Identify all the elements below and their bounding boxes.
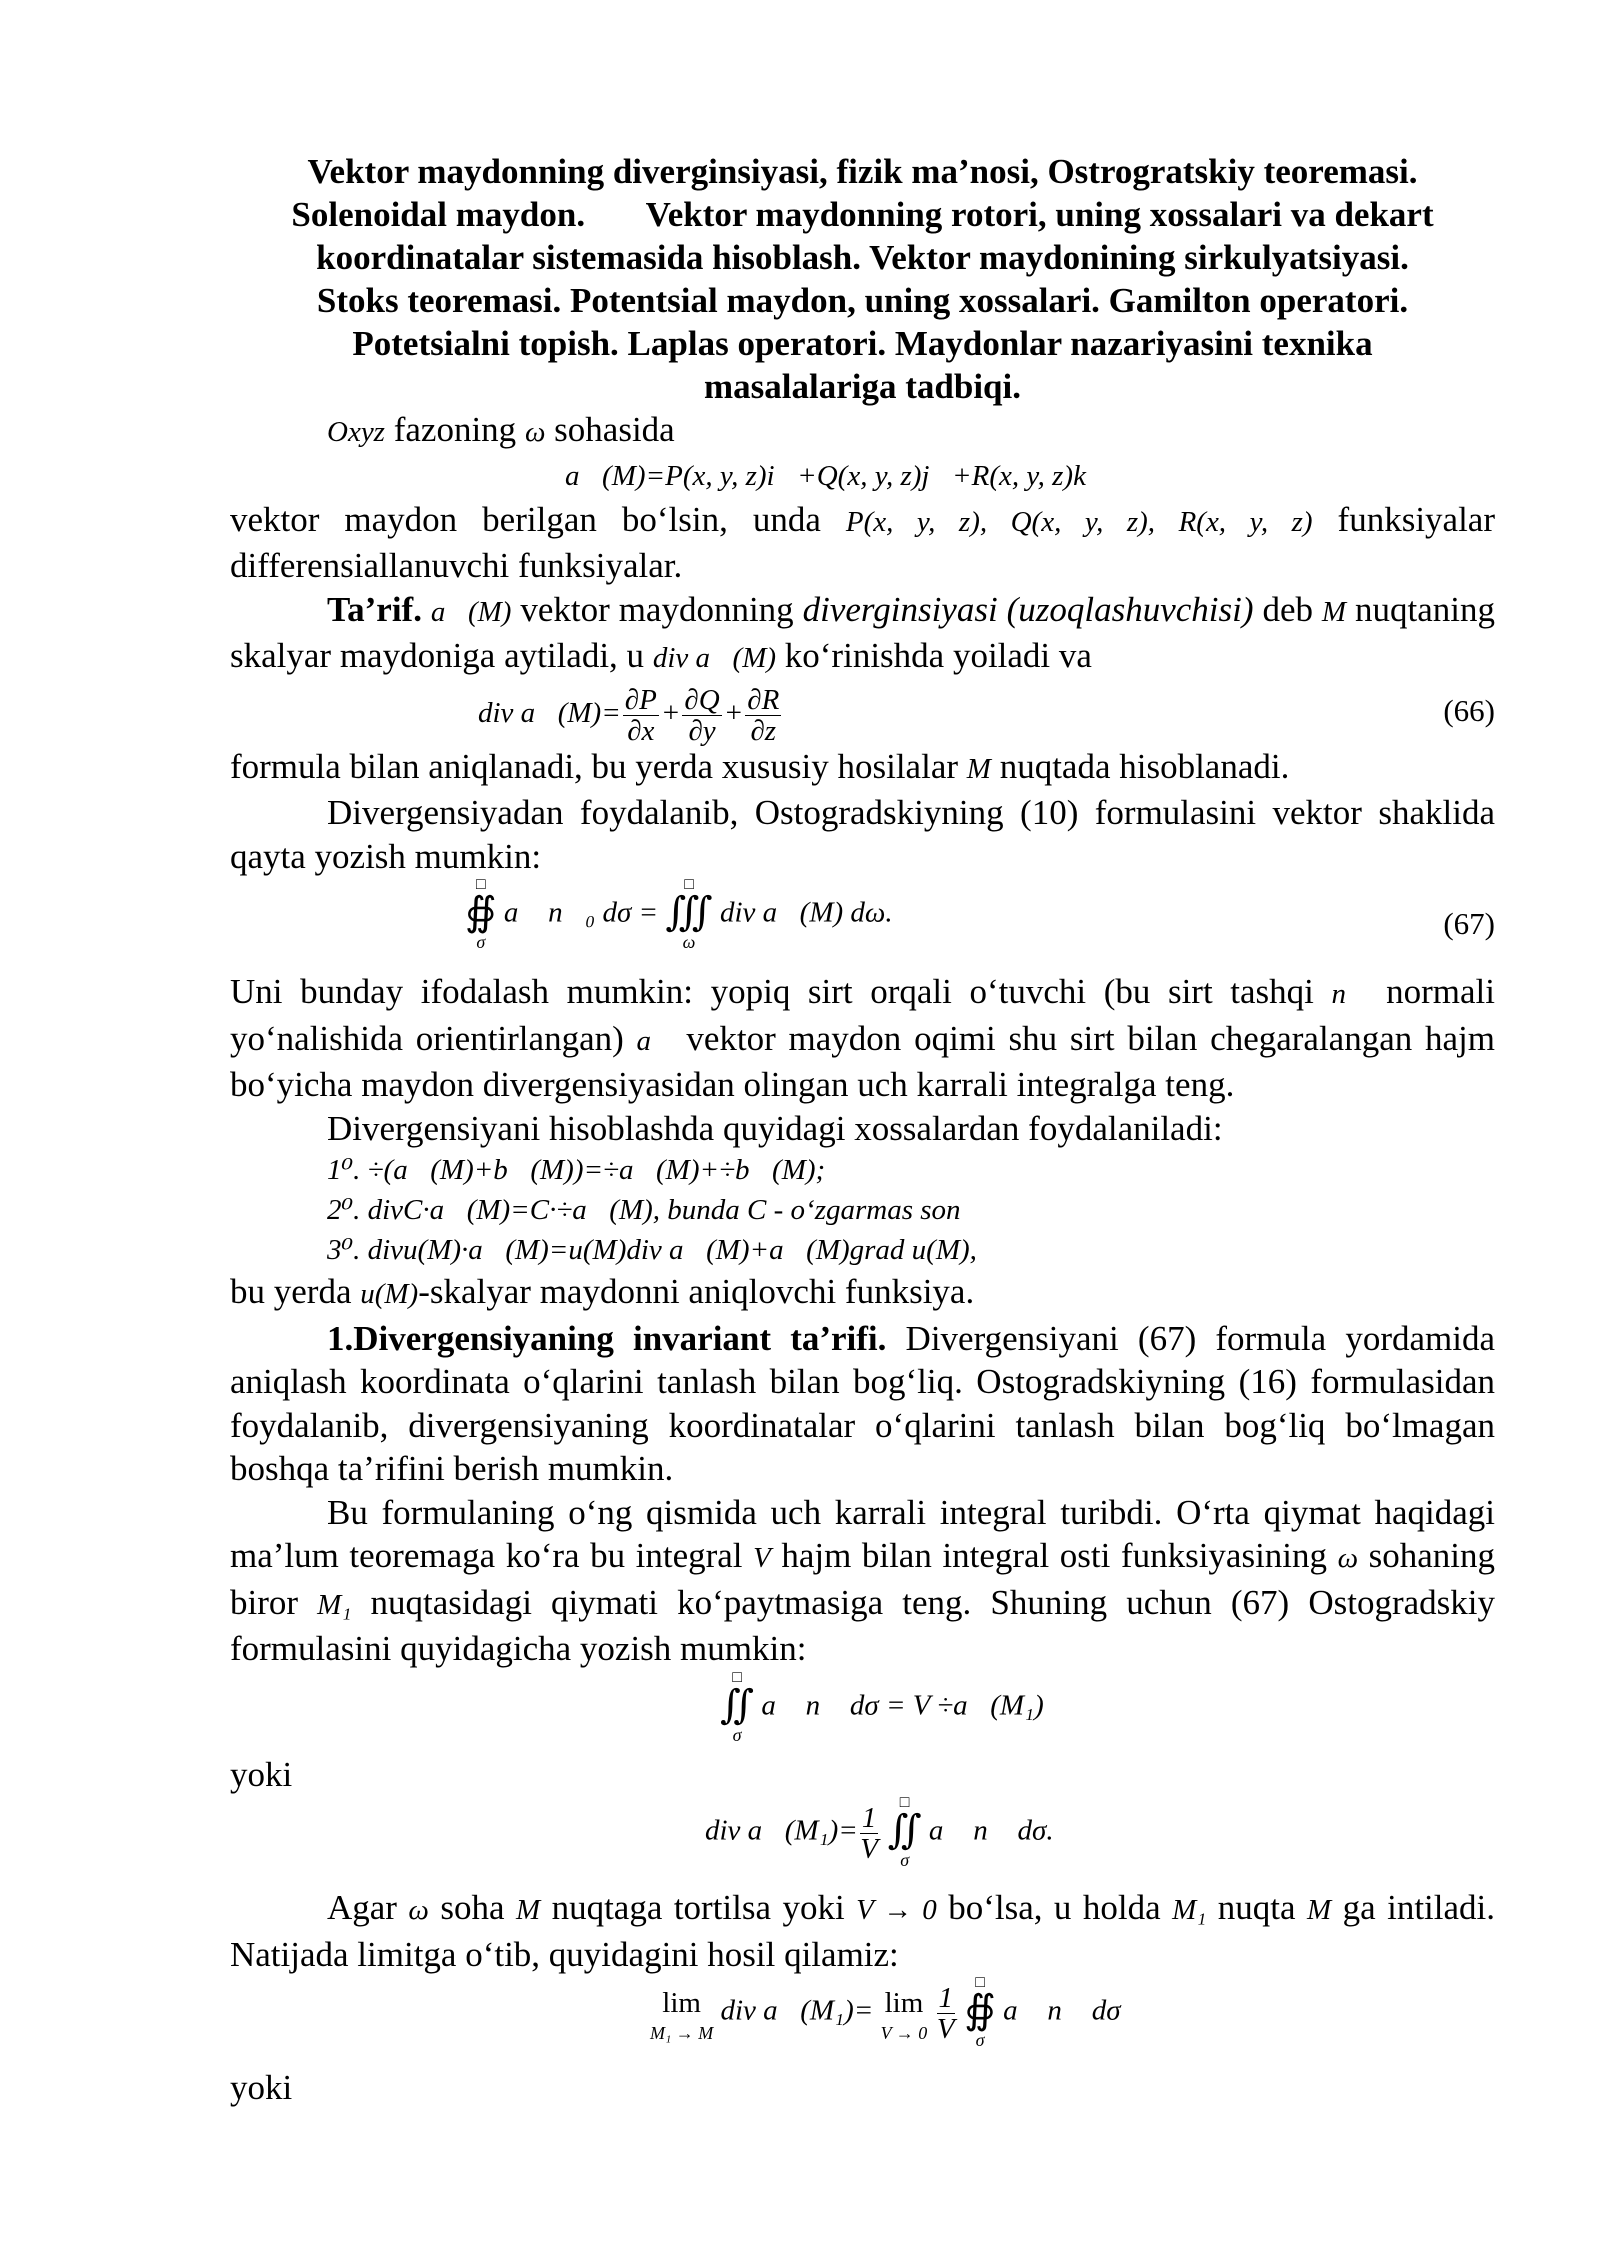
formula-part: div a⃗(M)= <box>478 696 621 729</box>
numerator: 1 <box>861 1801 877 1834</box>
text: hajm bilan integral osti funksiyasining <box>770 1536 1338 1575</box>
equation-number: (67) <box>1443 906 1495 941</box>
formula-inline: ω <box>408 1894 429 1926</box>
integral-sign: ∬ <box>887 1807 922 1852</box>
formula-inline: P(x, y, z), Q(x, y, z), R(x, y, z) <box>845 505 1313 538</box>
numerator: 1 <box>938 1981 954 2014</box>
paragraph <box>230 1270 1495 1317</box>
formula-inline: div a⃗(M) <box>652 642 777 674</box>
title-line: masalalariga tadbiqi. <box>704 367 1021 406</box>
formula-inline: M <box>1321 595 1347 628</box>
definition-paragraph <box>230 588 1495 681</box>
formula-part: div a⃗(M₁)= <box>705 1814 858 1847</box>
text: Uni bunday ifodalash mumkin: yopiq sirt orqali o‘tuvchi (bu sirt tashqi <box>230 972 1332 1011</box>
integral-sign: ∯ <box>964 1987 996 2032</box>
text: ga intiladi. Natijada limitga o‘tib, quyidagini hosil qilamiz: <box>230 1888 1496 1974</box>
paragraph <box>230 1886 1495 1976</box>
space-symbol: Oxyz <box>327 416 385 448</box>
formula-inline: M <box>1307 1894 1332 1926</box>
text: nuqtasidagi qiymati ko‘paytmasiga teng. Shuning uchun (67) Ostogradskiy formulasini quyidagicha yozish mumkin: <box>230 1582 1495 1668</box>
div-volume-equation <box>230 1796 1495 1886</box>
text: bo‘lsa, u holda <box>936 1888 1173 1927</box>
fraction <box>937 1983 956 2044</box>
text: -skalyar maydonni aniqlovchi funksiya. <box>418 1272 975 1311</box>
property-3: 3⁰. divu(M)·a⃗(M)=u(M)div a⃗(M)+a⃗(M)grad u(M), <box>327 1234 977 1266</box>
formula-inline: V <box>753 1542 771 1574</box>
limit <box>650 1983 713 2043</box>
numerator: ∂R <box>747 683 780 716</box>
integral-domain: ω <box>682 932 696 952</box>
formula-inline: ω <box>1337 1542 1359 1574</box>
mean-value-equation <box>230 1668 1495 1753</box>
text: soha <box>428 1888 516 1927</box>
formula-inline: M₁ <box>1172 1894 1207 1926</box>
formula-part: div a⃗(M) dω. <box>719 896 893 929</box>
title-line: Vektor maydonning diverginsiyasi, fizik ma’nosi, Ostrogratskiy teoremasi. <box>307 152 1418 191</box>
text: sohasida <box>545 410 675 449</box>
limit-equation <box>230 1976 1495 2066</box>
title-line: Stoks teoremasi. Potentsial maydon, uning xossalari. Gamilton operatori. <box>316 281 1409 320</box>
text: sohaning biror <box>230 1536 1495 1622</box>
integral-domain: σ <box>975 2030 985 2050</box>
paragraph <box>230 745 1495 792</box>
text: vektor maydonning <box>511 589 803 629</box>
denominator: ∂z <box>750 714 777 747</box>
surface-integral <box>964 1976 996 2050</box>
formula-inline: V → 0 <box>856 1894 937 1926</box>
denominator: ∂x <box>627 714 655 747</box>
title-line: Solenoidal maydon. Vektor maydonning rotori, uning xossalari va dekart <box>291 195 1434 234</box>
document-page <box>230 150 1495 2110</box>
lim-word: lim <box>884 1987 924 2019</box>
property-1: 1⁰. ÷(a⃗(M)+b⃗(M))=÷a⃗(M)+÷b⃗(M); <box>327 1154 826 1186</box>
box-glyph: □ <box>475 876 486 893</box>
paragraph <box>230 1491 1495 1671</box>
surface-integral <box>720 1668 755 1745</box>
text: vektor maydon berilgan bo‘lsin, unda <box>230 499 846 539</box>
property-2: 2⁰. divC·a⃗(M)=C·÷a⃗(M), bunda C - o‘zgarmas son <box>327 1194 961 1226</box>
numerator: ∂P <box>624 683 657 716</box>
text: deb <box>1253 589 1322 629</box>
formula <box>465 878 893 952</box>
formula-inline: u(M) <box>360 1278 419 1310</box>
surface-integral <box>888 1796 922 1870</box>
text: Divergensiyani (67) formula yordamida aniqlash koordinata o‘qlarini tanlash bilan bog‘liq. Ostogradskiyning (16) formulasidan foydalanib, divergensiyaning koordinatalar o‘qlarini tanlash bilan bog‘liq bo‘lmagan boshqa ta’rifini berish mumkin. <box>230 1318 1495 1488</box>
equation-number: (66) <box>1443 692 1495 728</box>
formula-inline: a⃗(M) <box>430 595 512 628</box>
text: funksiyalar differensiallanuvchi funksiyalar. <box>230 499 1496 585</box>
text: Bu formulaning o‘ng qismida uch karrali integral turibdi. O‘rta qiymat haqidagi ma’lum teoremaga ko‘ra bu integral <box>230 1492 1495 1575</box>
formula-inline: n⃗ <box>1331 978 1369 1010</box>
denominator: ∂y <box>688 714 716 747</box>
operator: + <box>660 696 681 729</box>
text: ko‘rinishda yoiladi va <box>776 636 1092 675</box>
paragraph: yoki <box>230 2068 293 2107</box>
formula-inline: M <box>966 752 991 785</box>
denominator: V <box>860 1832 878 1865</box>
text: nuqtaning skalyar maydoniga aytiladi, u <box>230 589 1495 675</box>
text: normali yo‘nalishida orientirlangan) <box>230 972 1495 1058</box>
formula-part: div a⃗(M₁)= <box>720 1994 874 2027</box>
formula <box>478 685 783 746</box>
paragraph <box>230 498 1495 588</box>
formula <box>650 1976 1121 2050</box>
title-line: koordinatalar sistemasida hisoblash. Vektor maydonining sirkulyatsiyasi. <box>316 238 1409 277</box>
volume-integral <box>665 878 712 952</box>
lim-subscript: V → 0 <box>880 2023 928 2043</box>
integral-sign: ∬ <box>720 1681 755 1727</box>
text: nuqta <box>1206 1888 1307 1927</box>
text: fazoning <box>384 410 525 449</box>
formula-part: a⃗ n⃗ dσ = V ÷a⃗(M₁) <box>761 1689 1044 1722</box>
integral-sign: ∯ <box>465 889 497 934</box>
fraction <box>745 685 781 746</box>
field-equation <box>230 455 1495 498</box>
definition-label: Ta’rif. <box>327 589 422 629</box>
fraction <box>623 685 659 746</box>
omega-symbol: ω <box>524 416 546 448</box>
operator: + <box>723 696 744 729</box>
equation-66 <box>230 681 1495 745</box>
lim-word: lim <box>662 1987 701 2019</box>
paragraph: Divergensiyadan foydalanib, Ostogradskiyning (10) formulasini vektor shaklida qayta yozish mumkin: <box>230 793 1495 876</box>
integral-domain: σ <box>476 932 486 952</box>
formula-part: a⃗ n⃗₀ dσ = <box>503 896 659 929</box>
formula-inline: M <box>515 1894 541 1926</box>
fraction <box>682 685 721 746</box>
text: Agar <box>327 1888 409 1927</box>
text: bu yerda <box>230 1272 361 1311</box>
box-glyph: □ <box>975 1974 985 1991</box>
paragraph <box>230 970 1495 1107</box>
formula <box>720 1668 1044 1745</box>
integral-sign: ∭ <box>665 889 713 934</box>
integral-domain: σ <box>732 1724 742 1745</box>
formula-inline: M₁ <box>317 1588 352 1621</box>
term: diverginsiyasi (uzoqlashuvchisi) <box>802 589 1254 629</box>
paragraph: yoki <box>230 1754 293 1794</box>
text: vektor maydon oqimi shu sirt bilan chegaralangan hajm bo‘yicha maydon divergensiyasidan olingan uch karrali integralga teng. <box>230 1018 1495 1104</box>
text: formula bilan aniqlanadi, bu yerda xususiy hosilalar <box>230 746 967 786</box>
numerator: ∂Q <box>684 683 720 716</box>
fraction <box>860 1803 879 1864</box>
limit <box>881 1983 928 2043</box>
section-heading: 1.Divergensiyaning invariant ta’rifi. <box>327 1318 887 1358</box>
equation-67 <box>230 878 1495 970</box>
formula-part: a⃗ n⃗ dσ. <box>928 1814 1054 1847</box>
page-title <box>230 150 1495 408</box>
surface-integral <box>465 878 497 952</box>
intro-line <box>230 408 1495 455</box>
title-line: Potetsialni topish. Laplas operatori. Maydonlar nazariyasini texnika <box>352 324 1373 363</box>
formula: a⃗(M)=P(x, y, z)i⃗+Q(x, y, z)j⃗+R(x, y, z)k⃗ <box>565 459 1109 492</box>
denominator: V <box>936 2012 955 2045</box>
lim-subscript: M₁ → M <box>650 2023 714 2043</box>
integral-domain: σ <box>900 1850 910 1870</box>
text: nuqtada hisoblanadi. <box>990 746 1290 786</box>
paragraph <box>230 1317 1495 1491</box>
formula <box>705 1796 1054 1870</box>
paragraph: Divergensiyani hisoblashda quyidagi xossalardan foydalaniladi: <box>327 1108 1223 1148</box>
text: nuqtaga tortilsa yoki <box>540 1888 857 1927</box>
formula-part: a⃗ n⃗ dσ <box>1003 1994 1121 2027</box>
box-glyph: □ <box>899 1794 910 1811</box>
box-glyph: □ <box>684 876 694 893</box>
formula-inline: a⃗ <box>636 1024 674 1057</box>
box-glyph: □ <box>732 1668 742 1686</box>
